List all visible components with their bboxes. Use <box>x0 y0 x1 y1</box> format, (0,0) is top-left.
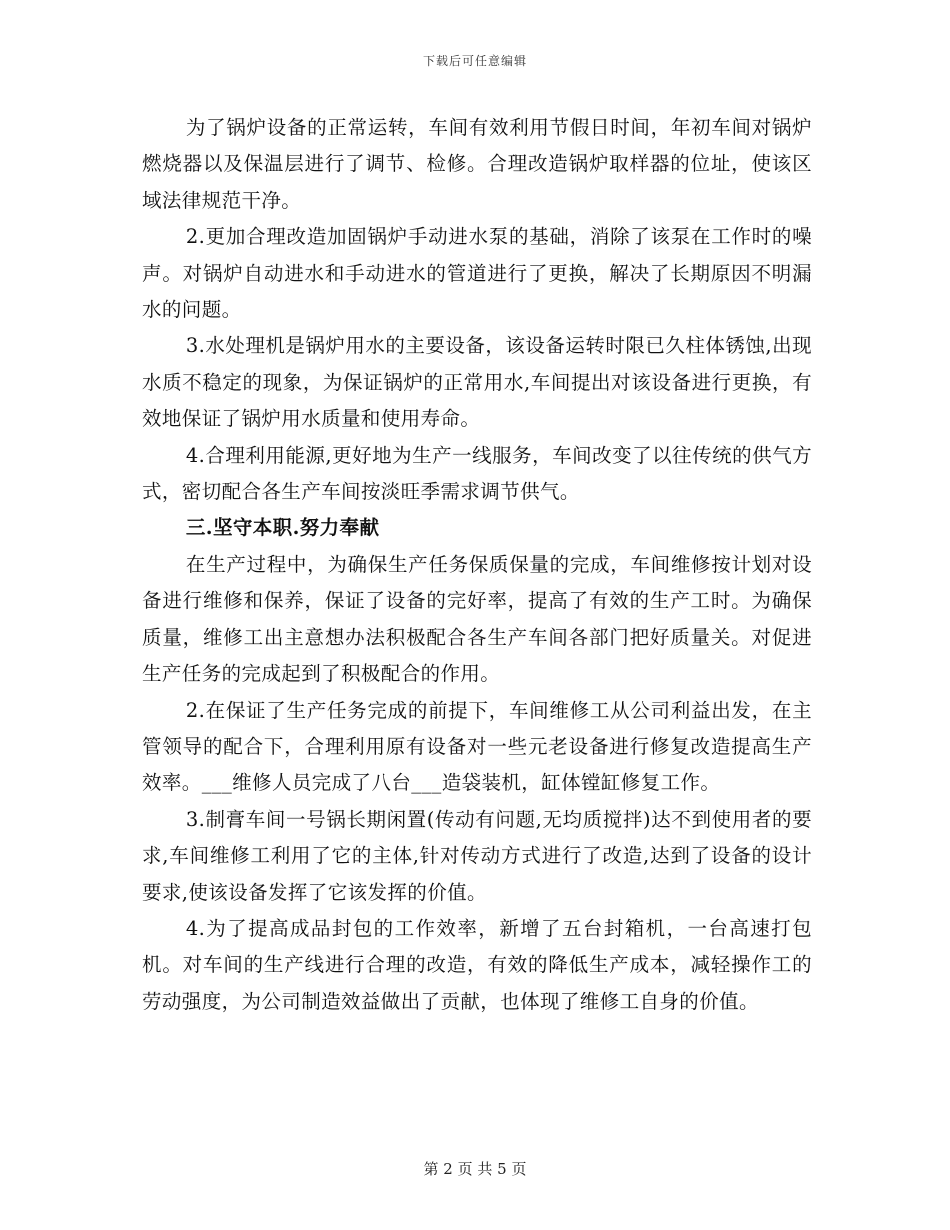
paragraph-paste-workshop: 3.制膏车间一号锅长期闲置(传动有问题,无均质搅拌)达不到使用者的要求,车间维修工利用了它的主体,针对传动方式进行了改造,达到了设备的设计要求,使该设备发挥了它该发挥的价值。 <box>142 807 812 904</box>
paragraph-packing-efficiency: 4.为了提高成品封包的工作效率，新增了五台封箱机，一台高速打包机。对车间的生产线进行合理的改造，有效的降低生产成本，减轻操作工的劳动强度，为公司制造效益做出了贡献，也体现了维修工自身的价值。 <box>142 916 812 1013</box>
paragraph-boiler-maintenance: 为了锅炉设备的正常运转，车间有效利用节假日时间，年初车间对锅炉燃烧器以及保温层进行了调节、检修。合理改造锅炉取样器的位址，使该区域法律规范干净。 <box>142 116 812 212</box>
section-heading-3: 三.坚守本职.努力奉献 <box>185 516 380 540</box>
page-number: 第 2 页 共 5 页 <box>423 1160 527 1178</box>
paragraph-water-treatment: 3.水处理机是锅炉用水的主要设备，该设备运转时限已久柱体锈蚀,出现水质不稳定的现象，为保证锅炉的正常用水,车间提出对该设备进行更换，有效地保证了锅炉用水质量和使用寿命。 <box>142 334 812 431</box>
page-header: 下载后可任意编辑 <box>422 54 527 68</box>
paragraph-equipment-renovation: 2.在保证了生产任务完成的前提下，车间维修工从公司利益出发，在主管领导的配合下，合理利用原有设备对一些元老设备进行修复改造提高生产效率。___维修人员完成了八台___造袋装机，缸体镗缸修复工作。 <box>142 698 812 795</box>
document-body <box>142 110 812 1020</box>
paragraph-pump-foundation: 2.更加合理改造加固锅炉手动进水泵的基础，消除了该泵在工作时的噪声。对锅炉自动进水和手动进水的管道进行了更换，解决了长期原因不明漏水的问题。 <box>142 225 812 322</box>
paragraph-energy-use: 4.合理利用能源,更好地为生产一线服务，车间改变了以往传统的供气方式，密切配合各生产车间按淡旺季需求调节供气。 <box>142 443 812 504</box>
paragraph-production-maintenance: 在生产过程中，为确保生产任务保质保量的完成，车间维修按计划对设备进行维修和保养，保证了设备的完好率，提高了有效的生产工时。为确保质量，维修工出主意想办法积极配合各生产车间各部门把好质量关。对促进生产任务的完成起到了积极配合的作用。 <box>142 552 812 686</box>
